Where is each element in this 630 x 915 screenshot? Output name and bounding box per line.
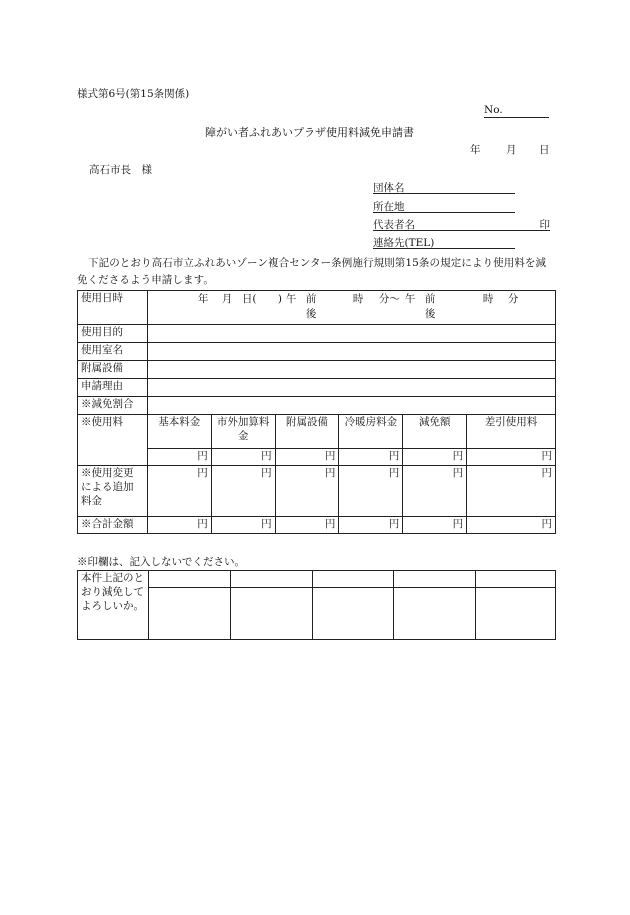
- body-text: 下記のとおり高石市立ふれあいゾーン複合センター条例施行規則第15条の規定により使用料を減免くださるよう申請します。: [77, 257, 547, 286]
- date-year-label: 年: [470, 144, 481, 156]
- application-table: [77, 290, 556, 534]
- dt-go2: 後: [424, 308, 436, 320]
- total-equipment-cell[interactable]: 円: [275, 517, 339, 534]
- reduction-rate-field[interactable]: [147, 397, 555, 415]
- fee-header-aircon: 冷暖房料金: [339, 415, 403, 449]
- approval-header-2[interactable]: [230, 571, 312, 588]
- change-outside-cell[interactable]: 円: [211, 466, 275, 517]
- document-number-field[interactable]: [484, 104, 549, 118]
- approval-table: [77, 570, 556, 640]
- dt-month: 月: [221, 293, 233, 305]
- fee-label: ※使用料: [78, 415, 148, 466]
- form-number: 様式第6号(第15条関係): [77, 88, 190, 100]
- change-aircon-cell[interactable]: 円: [339, 466, 403, 517]
- total-aircon-cell[interactable]: 円: [339, 517, 403, 534]
- change-net-cell[interactable]: 円: [467, 466, 556, 517]
- date-month-label: 月: [506, 144, 517, 156]
- approval-header-5[interactable]: [476, 571, 556, 588]
- seal-mark: 印: [539, 219, 550, 231]
- fee-header-basic: 基本料金: [147, 415, 211, 449]
- fee-equipment-cell[interactable]: 円: [275, 449, 339, 466]
- note-text: ※印欄は、記入しないでください。: [77, 556, 245, 568]
- approval-seal-5[interactable]: [476, 588, 556, 640]
- applicant-rep-label: 代表者名: [373, 219, 415, 231]
- applicant-rep-field[interactable]: [373, 217, 550, 231]
- applicant-address-label: 所在地: [373, 201, 405, 213]
- usage-datetime-field[interactable]: [147, 291, 555, 325]
- addressee: 高石市長 様: [89, 164, 152, 176]
- usage-datetime-label: 使用日時: [78, 291, 148, 325]
- equipment-field[interactable]: [147, 361, 555, 379]
- dt-paren-close: ): [277, 293, 282, 305]
- dt-zen2: 前: [424, 293, 436, 305]
- dt-go: 後: [305, 308, 317, 320]
- applicant-org-field[interactable]: [373, 180, 515, 194]
- reason-field[interactable]: [147, 379, 555, 397]
- usage-purpose-label: 使用目的: [78, 325, 148, 343]
- reason-label: 申請理由: [78, 379, 148, 397]
- room-name-label: 使用室名: [78, 343, 148, 361]
- date-day-label: 日: [539, 144, 550, 156]
- applicant-address-field[interactable]: [373, 199, 515, 213]
- dt-hour2: 時: [482, 293, 494, 305]
- dt-minute: 分〜: [378, 293, 400, 305]
- fee-header-outside: 市外加算料金: [211, 415, 275, 449]
- fee-header-reduction: 減免額: [403, 415, 467, 449]
- fee-basic-cell[interactable]: 円: [147, 449, 211, 466]
- approval-seal-3[interactable]: [312, 588, 394, 640]
- change-equipment-cell[interactable]: 円: [275, 466, 339, 517]
- usage-purpose-field[interactable]: [147, 325, 555, 343]
- fee-net-cell[interactable]: 円: [467, 449, 556, 466]
- dt-gozen: 午: [285, 293, 297, 305]
- fee-header-equipment: 附属設備: [275, 415, 339, 449]
- total-label: ※合計金額: [78, 517, 148, 534]
- approval-seal-2[interactable]: [230, 588, 312, 640]
- approval-header-4[interactable]: [394, 571, 476, 588]
- total-net-cell[interactable]: 円: [467, 517, 556, 534]
- change-basic-cell[interactable]: 円: [147, 466, 211, 517]
- approval-seal-4[interactable]: [394, 588, 476, 640]
- fee-outside-cell[interactable]: 円: [211, 449, 275, 466]
- document-number-label: No.: [484, 104, 503, 116]
- date-field[interactable]: [470, 142, 550, 157]
- total-basic-cell[interactable]: 円: [147, 517, 211, 534]
- dt-hour: 時: [352, 293, 364, 305]
- applicant-contact-field[interactable]: [373, 235, 515, 249]
- fee-header-net: 差引使用料: [467, 415, 556, 449]
- approval-header-1[interactable]: [148, 571, 230, 588]
- total-reduction-cell[interactable]: 円: [403, 517, 467, 534]
- approval-header-3[interactable]: [312, 571, 394, 588]
- applicant-contact-label: 連絡先(TEL): [373, 237, 435, 249]
- dt-day: 日(: [241, 293, 257, 305]
- dt-gozen2: 午: [404, 293, 416, 305]
- approval-seal-1[interactable]: [148, 588, 230, 640]
- total-outside-cell[interactable]: 円: [211, 517, 275, 534]
- reduction-rate-label: ※減免割合: [78, 397, 148, 415]
- equipment-label: 附属設備: [78, 361, 148, 379]
- change-reduction-cell[interactable]: 円: [403, 466, 467, 517]
- approval-label: 本件上記のとおり減免してよろしいか。: [78, 571, 149, 640]
- dt-year: 年: [197, 293, 209, 305]
- fee-reduction-cell[interactable]: 円: [403, 449, 467, 466]
- room-name-field[interactable]: [147, 343, 555, 361]
- applicant-org-label: 団体名: [373, 182, 405, 194]
- dt-minute2: 分: [507, 293, 519, 305]
- change-fee-label: ※使用変更による追加料金: [78, 466, 148, 517]
- document-title: 障がい者ふれあいプラザ使用料減免申請書: [205, 126, 414, 139]
- fee-aircon-cell[interactable]: 円: [339, 449, 403, 466]
- dt-zen: 前: [305, 293, 317, 305]
